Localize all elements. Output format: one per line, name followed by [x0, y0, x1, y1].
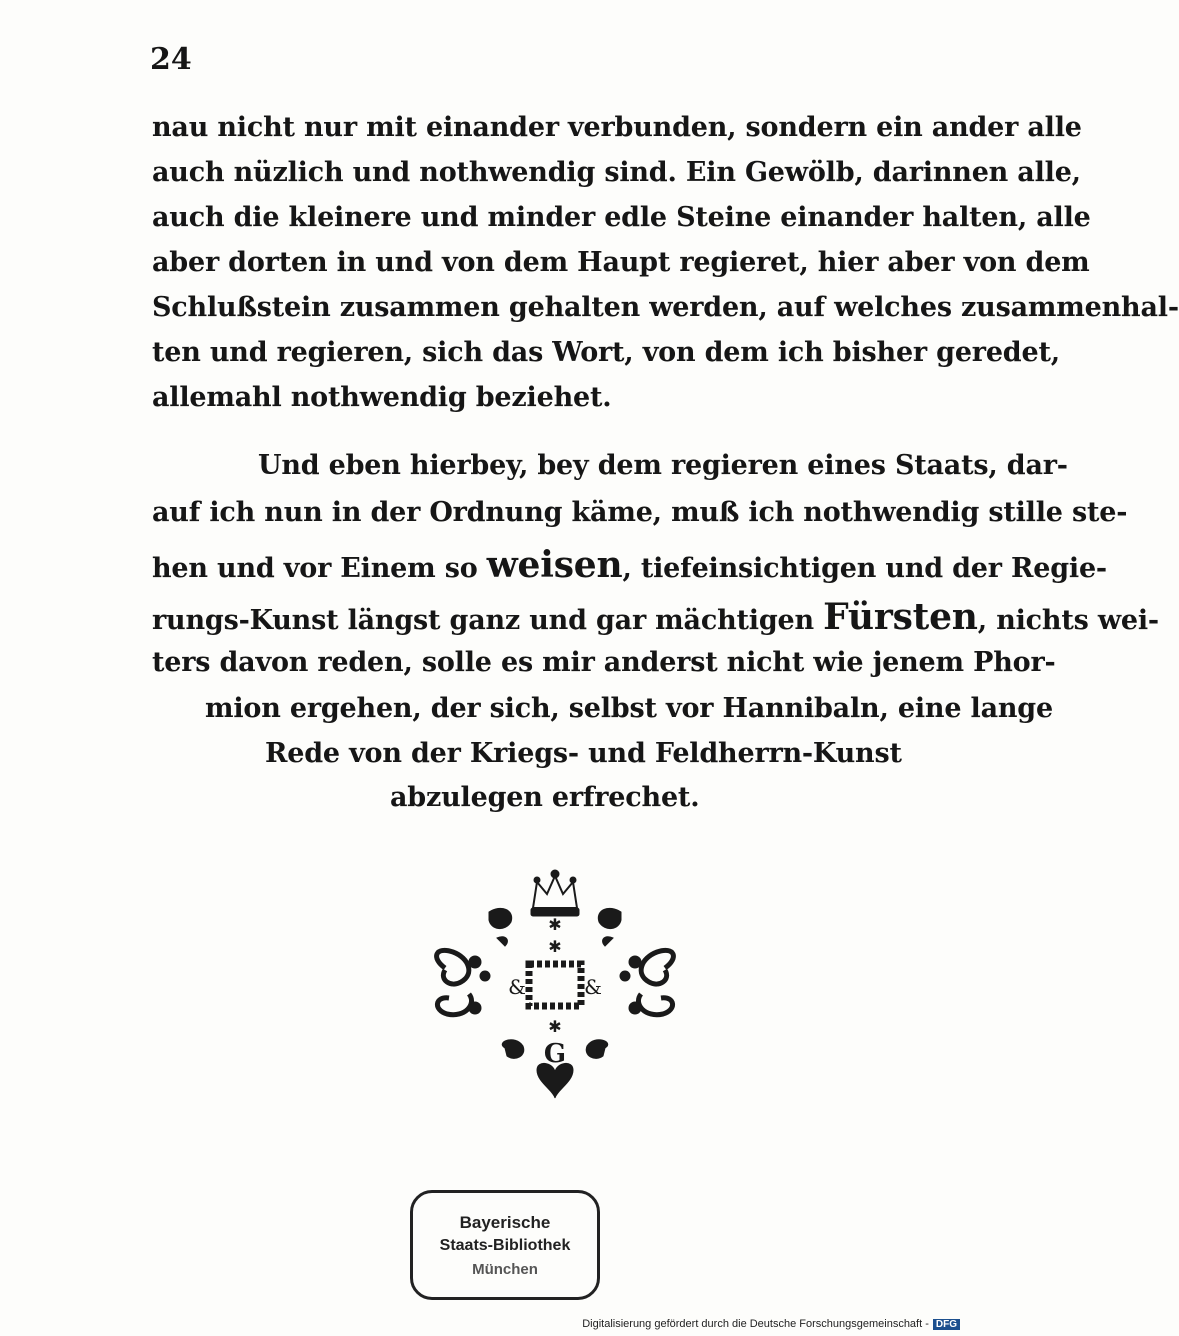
text-line: allemahl nothwendig beziehet. [152, 382, 612, 413]
text-line: ters davon reden, solle es mir anderst nicht wie jenem Phor- [152, 647, 1056, 678]
svg-text:G: G [543, 1039, 567, 1069]
dfg-logo-icon: DFG [933, 1319, 960, 1330]
text-line: auch die kleinere und minder edle Steine einander halten, alle [152, 202, 1091, 233]
text-line: Rede von der Kriegs- und Feldherrn-Kunst [265, 738, 902, 769]
text-segment: rungs-Kunst längst ganz und gar mächtigen [152, 605, 814, 636]
text-line: aber dorten in und von dem Haupt regieret, hier aber von dem [152, 247, 1090, 278]
text-line: ten und regieren, sich das Wort, von dem ich bisher geredet, [152, 337, 1060, 368]
text-line [152, 596, 1159, 638]
footer-text: Digitalisierung gefördert durch die Deutsche Forschungsgemeinschaft - [582, 1318, 929, 1330]
text-segment: hen und vor Einem so [152, 553, 478, 584]
svg-text:✱: ✱ [548, 937, 562, 956]
page-number: 24 [150, 42, 192, 77]
text-line: Schlußstein zusammen gehalten werden, auf welches zusammenhal- [152, 292, 1179, 323]
svg-text:✱: ✱ [548, 1017, 562, 1036]
svg-text:✱: ✱ [548, 915, 562, 934]
library-stamp [410, 1190, 600, 1300]
footer-credit [582, 1318, 960, 1330]
text-line: abzulegen erfrechet. [390, 782, 700, 813]
crown-ornament-icon [425, 858, 685, 1108]
stamp-line: Bayerische [459, 1213, 551, 1232]
text-line: auch nüzlich und nothwendig sind. Ein Gewölb, darinnen alle, [152, 157, 1081, 188]
svg-text:&: & [584, 975, 602, 999]
text-line [152, 544, 1107, 586]
text-line: auf ich nun in der Ordnung käme, muß ich nothwendig stille ste- [152, 497, 1128, 528]
ornament-vignette [425, 858, 685, 1108]
emphasized-word: weisen [486, 544, 623, 586]
svg-text:&: & [508, 975, 526, 999]
text-segment: , tiefeinsichtigen und der Regie- [622, 553, 1107, 584]
text-line: nau nicht nur mit einander verbunden, sondern ein ander alle [152, 112, 1082, 143]
stamp-line: Staats-Bibliothek [439, 1237, 571, 1254]
text-line: mion ergehen, der sich, selbst vor Hannibaln, eine lange [205, 693, 1053, 724]
stamp-line: München [472, 1261, 538, 1278]
emphasized-word: Fürsten [823, 596, 978, 638]
text-segment: , nichts wei- [977, 605, 1159, 636]
text-line: Und eben hierbey, bey dem regieren eines Staats, dar- [258, 450, 1068, 481]
